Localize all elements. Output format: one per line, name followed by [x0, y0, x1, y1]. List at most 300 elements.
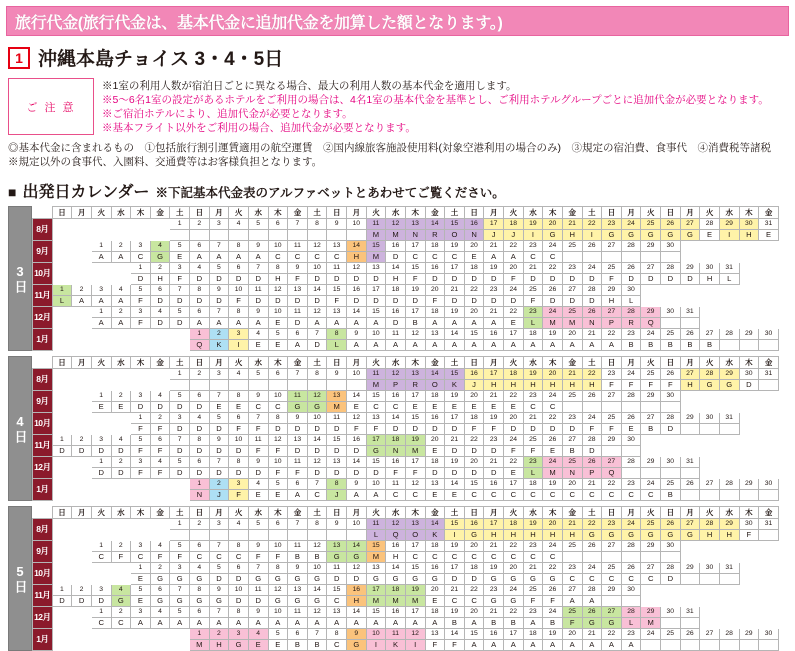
calendar-day-code: L — [52, 296, 72, 307]
calendar-day-number — [739, 607, 759, 618]
calendar-day-number: 25 — [641, 519, 661, 530]
calendar-dow-header: 日 — [190, 207, 210, 219]
calendar-day-number — [52, 629, 72, 640]
calendar-day-number: 1 — [91, 391, 111, 402]
table-row — [33, 318, 779, 329]
calendar-day-number: 23 — [562, 263, 582, 274]
calendar-day-number: 2 — [111, 307, 131, 318]
calendar-day-number: 25 — [661, 479, 681, 490]
calendar-day-number: 23 — [621, 329, 641, 340]
calendar-day-number: 24 — [543, 391, 563, 402]
calendar-day-code — [739, 446, 759, 457]
calendar-day-number: 13 — [288, 585, 308, 596]
calendar-day-code: B — [288, 552, 308, 563]
calendar-day-number: 26 — [621, 563, 641, 574]
calendar-dow-header: 木 — [739, 357, 759, 369]
table-row — [33, 274, 779, 285]
calendar-day-number: 1 — [131, 563, 151, 574]
calendar-day-number: 12 — [307, 457, 327, 468]
calendar-day-number: 25 — [523, 285, 543, 296]
calendar-dow-header: 木 — [543, 357, 563, 369]
calendar-day-number: 29 — [641, 241, 661, 252]
calendar-day-number: 22 — [543, 413, 563, 424]
calendar-day-number: 18 — [464, 263, 484, 274]
calendar-day-number: 3 — [91, 435, 111, 446]
calendar-day-number: 6 — [268, 369, 288, 380]
calendar-day-number: 8 — [327, 479, 347, 490]
calendar-day-number — [759, 541, 779, 552]
calendar-day-number: 13 — [327, 307, 347, 318]
calendar-day-number: 4 — [190, 263, 210, 274]
calendar-day-number: 9 — [248, 541, 268, 552]
calendar-day-code — [131, 230, 151, 241]
calendar-day-number: 15 — [445, 219, 465, 230]
calendar-day-code: E — [347, 402, 367, 413]
calendar-day-number: 26 — [680, 329, 700, 340]
calendar-day-code: F — [170, 552, 190, 563]
calendar-day-number: 21 — [484, 391, 504, 402]
calendar-day-code: D — [111, 446, 131, 457]
calendar-day-number: 12 — [268, 435, 288, 446]
calendar-day-number: 31 — [680, 307, 700, 318]
calendar-day-code — [700, 490, 720, 501]
calendar-day-number: 15 — [366, 457, 386, 468]
calendar-day-code — [111, 424, 131, 435]
calendar-day-number: 20 — [464, 457, 484, 468]
calendar-day-number: 17 — [504, 329, 524, 340]
calendar-dow-header: 水 — [719, 357, 739, 369]
calendar-day-code — [91, 530, 111, 541]
calendar-day-code: G — [504, 574, 524, 585]
calendar-day-number: 12 — [307, 241, 327, 252]
calendar-day-code: F — [602, 274, 622, 285]
calendar-day-code: N — [582, 318, 602, 329]
calendar-day-number — [111, 563, 131, 574]
calendar-day-code — [327, 380, 347, 391]
calendar-day-code: H — [386, 552, 406, 563]
calendar-day-number: 5 — [170, 391, 190, 402]
calendar-day-number: 10 — [229, 585, 249, 596]
calendar-day-code: D — [641, 274, 661, 285]
calendar-day-number: 6 — [190, 607, 210, 618]
calendar-day-code: D — [543, 274, 563, 285]
calendar-day-number: 1 — [91, 607, 111, 618]
calendar-day-number — [111, 263, 131, 274]
calendar-day-code: D — [366, 274, 386, 285]
calendar-day-code: F — [268, 468, 288, 479]
calendar-day-code: O — [425, 380, 445, 391]
calendar-table — [32, 206, 779, 351]
calendar-day-code: A — [582, 640, 602, 651]
calendar-day-code: B — [307, 640, 327, 651]
calendar-day-number: 20 — [464, 307, 484, 318]
calendar-day-code: C — [543, 490, 563, 501]
calendar-day-code: E — [91, 402, 111, 413]
calendar-day-number: 17 — [504, 479, 524, 490]
calendar-dow-header: 日 — [661, 357, 681, 369]
calendar-day-number: 23 — [484, 585, 504, 596]
calendar-day-number: 13 — [425, 479, 445, 490]
calendar-day-number: 1 — [91, 541, 111, 552]
calendar-day-code: D — [347, 446, 367, 457]
calendar-day-code: D — [150, 318, 170, 329]
calendar-day-code — [288, 380, 308, 391]
calendar-month-label: 12月 — [33, 457, 53, 479]
calendar-day-code: A — [425, 618, 445, 629]
calendar-dow-header: 水 — [386, 357, 406, 369]
calendar-day-code — [621, 552, 641, 563]
calendar-day-number: 22 — [464, 585, 484, 596]
calendar-day-number — [700, 241, 720, 252]
calendar-dow-header: 金 — [425, 207, 445, 219]
calendar-day-number: 7 — [288, 219, 308, 230]
calendar-day-number: 14 — [425, 519, 445, 530]
calendar-corner — [33, 207, 53, 219]
calendar-day-number: 16 — [386, 607, 406, 618]
calendar-day-number — [719, 285, 739, 296]
calendar-day-number: 5 — [131, 585, 151, 596]
calendar-day-number: 9 — [327, 519, 347, 530]
calendar-day-code: D — [464, 296, 484, 307]
calendar-day-code: A — [366, 618, 386, 629]
calendar-day-code — [229, 530, 249, 541]
calendar-day-code: D — [661, 274, 681, 285]
calendar-dow-header: 木 — [543, 507, 563, 519]
calendar-day-code — [72, 552, 92, 563]
calendar-day-code: D — [386, 252, 406, 263]
calendar-day-number: 19 — [445, 241, 465, 252]
calendar-day-code — [602, 596, 622, 607]
calendar-day-code: C — [621, 490, 641, 501]
calendar-day-code — [190, 380, 210, 391]
calendar-day-code — [52, 618, 72, 629]
calendar-dow-header: 月 — [621, 357, 641, 369]
calendar-day-code: G — [543, 574, 563, 585]
calendar-day-number — [150, 519, 170, 530]
calendar-day-code: A — [288, 618, 308, 629]
calendar-day-code: N — [405, 230, 425, 241]
calendar-dow-header: 水 — [523, 507, 543, 519]
calendar-day-number — [111, 479, 131, 490]
calendar-day-number: 26 — [661, 519, 681, 530]
calendar-dow-header: 水 — [386, 507, 406, 519]
calendar-day-code — [739, 468, 759, 479]
calendar-day-code — [661, 296, 681, 307]
calendar-day-number: 22 — [504, 541, 524, 552]
calendar-day-number: 17 — [405, 391, 425, 402]
calendar-day-number: 9 — [288, 263, 308, 274]
calendar-day-number: 27 — [602, 457, 622, 468]
calendar-day-number: 8 — [307, 219, 327, 230]
calendar-day-number: 5 — [209, 413, 229, 424]
calendar-day-code: G — [366, 574, 386, 585]
calendar-day-number: 30 — [759, 629, 779, 640]
calendar-day-code: D — [464, 468, 484, 479]
calendar-day-number — [111, 629, 131, 640]
calendar-day-code: C — [523, 252, 543, 263]
calendar-day-number: 7 — [209, 391, 229, 402]
calendar-day-number: 7 — [209, 541, 229, 552]
calendar-day-code: C — [209, 552, 229, 563]
calendar-day-code: D — [307, 274, 327, 285]
calendar-day-number — [72, 413, 92, 424]
calendar-dow-header: 水 — [719, 507, 739, 519]
calendar-day-code: D — [347, 574, 367, 585]
calendar-table — [32, 356, 779, 501]
calendar-day-code: B — [307, 552, 327, 563]
calendar-day-code: D — [386, 318, 406, 329]
calendar-day-number: 1 — [91, 307, 111, 318]
calendar-day-number — [131, 629, 151, 640]
calendar-day-code — [641, 596, 661, 607]
calendar-day-number: 17 — [405, 457, 425, 468]
calendar-day-code: A — [366, 490, 386, 501]
calendar-day-number: 7 — [209, 241, 229, 252]
calendar-day-code: F — [229, 424, 249, 435]
calendar-day-code: C — [248, 402, 268, 413]
calendar-day-number: 25 — [602, 263, 622, 274]
calendar-day-code: F — [543, 596, 563, 607]
calendar-day-code: C — [523, 552, 543, 563]
calendar-day-code — [739, 618, 759, 629]
calendar-month-label: 11月 — [33, 585, 53, 607]
calendar-day-code: F — [523, 296, 543, 307]
calendar-day-code: P — [386, 380, 406, 391]
calendar-day-code: M — [405, 446, 425, 457]
calendar-day-code: H — [209, 640, 229, 651]
calendar-day-number: 21 — [582, 329, 602, 340]
calendar-day-number: 20 — [425, 435, 445, 446]
calendar-day-code: N — [190, 490, 210, 501]
calendar-dow-header: 水 — [386, 207, 406, 219]
calendar-day-number: 29 — [641, 541, 661, 552]
calendar-day-number: 22 — [464, 285, 484, 296]
calendar-day-code — [190, 530, 210, 541]
calendar-day-code — [52, 490, 72, 501]
calendar-day-number: 19 — [484, 413, 504, 424]
calendar-day-code — [131, 530, 151, 541]
table-row — [33, 479, 779, 490]
calendar-day-number: 14 — [445, 479, 465, 490]
caution-lines — [102, 78, 787, 135]
calendar-day-number — [661, 585, 681, 596]
calendar-day-code: K — [445, 380, 465, 391]
calendar-day-number — [739, 285, 759, 296]
calendar-day-code: A — [190, 618, 210, 629]
calendar-day-code: C — [543, 552, 563, 563]
calendar-day-number: 12 — [405, 329, 425, 340]
calendar-day-code — [739, 296, 759, 307]
calendar-day-number: 18 — [523, 329, 543, 340]
calendar-day-code — [170, 380, 190, 391]
table-row — [33, 457, 779, 468]
calendar-day-code: F — [170, 274, 190, 285]
calendar-day-code — [131, 640, 151, 651]
calendar-day-code: E — [543, 446, 563, 457]
calendar-day-number: 12 — [307, 541, 327, 552]
calendar-day-code — [739, 252, 759, 263]
calendar-day-code: D — [562, 296, 582, 307]
calendar-day-number: 14 — [425, 369, 445, 380]
calendar-day-number: 27 — [562, 435, 582, 446]
calendar-day-code: A — [386, 340, 406, 351]
calendar-day-code: D — [543, 424, 563, 435]
calendar-day-number: 16 — [464, 369, 484, 380]
calendar-day-code: F — [268, 446, 288, 457]
calendar-day-code — [739, 274, 759, 285]
calendar-day-number: 16 — [425, 413, 445, 424]
calendar-day-number: 26 — [543, 285, 563, 296]
calendar-dow-header: 月 — [680, 357, 700, 369]
calendar-day-number: 2 — [111, 607, 131, 618]
calendar-dow-header: 金 — [150, 207, 170, 219]
calendar-day-number: 3 — [91, 585, 111, 596]
calendar-day-number — [91, 263, 111, 274]
calendar-day-code: C — [445, 596, 465, 607]
calendar-day-number: 21 — [523, 263, 543, 274]
calendar-day-number: 13 — [366, 413, 386, 424]
calendar-day-number: 21 — [582, 479, 602, 490]
calendar-day-number — [72, 479, 92, 490]
calendar-day-number: 22 — [504, 391, 524, 402]
calendar-day-code: D — [190, 468, 210, 479]
calendar-day-number: 31 — [680, 457, 700, 468]
calendar-day-number: 22 — [602, 329, 622, 340]
calendar-day-number — [72, 563, 92, 574]
calendar-day-number: 18 — [464, 563, 484, 574]
calendar-day-code: C — [307, 252, 327, 263]
calendar-day-number: 3 — [170, 563, 190, 574]
calendar-day-number: 17 — [405, 241, 425, 252]
calendar-day-number: 10 — [268, 307, 288, 318]
calendar-day-code: D — [504, 296, 524, 307]
calendar-day-code — [661, 252, 681, 263]
calendar-dow-header: 木 — [131, 507, 151, 519]
calendar-day-code: M — [366, 596, 386, 607]
calendar-day-number: 28 — [621, 541, 641, 552]
calendar-day-code: A — [229, 618, 249, 629]
calendar-day-number — [91, 563, 111, 574]
calendar-day-number: 28 — [621, 607, 641, 618]
calendar-day-number: 7 — [209, 607, 229, 618]
calendar-day-number: 9 — [209, 285, 229, 296]
table-row — [33, 618, 779, 629]
calendar-day-number — [72, 541, 92, 552]
calendar-day-code: P — [582, 468, 602, 479]
calendar-day-code — [52, 574, 72, 585]
calendar-day-number: 18 — [464, 413, 484, 424]
calendar-day-code — [190, 230, 210, 241]
calendar-day-code: G — [543, 230, 563, 241]
calendar-day-code: E — [209, 402, 229, 413]
calendar-day-code: D — [209, 468, 229, 479]
calendar-day-number: 17 — [484, 519, 504, 530]
calendar-day-code: E — [131, 596, 151, 607]
calendar-day-number: 29 — [602, 585, 622, 596]
calendar-dow-header: 木 — [405, 357, 425, 369]
calendar-day-number: 22 — [504, 457, 524, 468]
calendar-dow-header: 木 — [131, 357, 151, 369]
calendar-day-code: H — [484, 380, 504, 391]
calendar-day-code — [582, 252, 602, 263]
calendar-day-number — [739, 435, 759, 446]
calendar-day-number: 6 — [268, 219, 288, 230]
calendar-day-code — [170, 340, 190, 351]
calendar-day-number: 3 — [131, 457, 151, 468]
calendar-day-code: F — [562, 618, 582, 629]
calendar-corner — [33, 507, 53, 519]
calendar-day-code — [700, 552, 720, 563]
calendar-dow-header: 金 — [288, 207, 308, 219]
calendar-day-number: 18 — [425, 541, 445, 552]
calendar-day-code: E — [464, 402, 484, 413]
calendar-day-code — [170, 490, 190, 501]
calendar-day-number: 7 — [248, 563, 268, 574]
calendar-day-code: A — [111, 318, 131, 329]
calendar-day-code — [602, 446, 622, 457]
calendar-day-number: 28 — [621, 391, 641, 402]
calendar-day-code — [661, 640, 681, 651]
calendar-day-number: 29 — [680, 413, 700, 424]
calendar-day-number: 7 — [288, 519, 308, 530]
calendar-day-code — [72, 640, 92, 651]
calendar-day-code — [739, 574, 759, 585]
calendar-day-number — [52, 241, 72, 252]
calendar-day-number: 26 — [621, 263, 641, 274]
calendar-dow-header: 金 — [425, 507, 445, 519]
calendar-day-code: D — [504, 424, 524, 435]
calendar-day-code — [52, 380, 72, 391]
calendar-day-code — [759, 552, 779, 563]
calendar-dow-header: 日 — [661, 207, 681, 219]
calendar-day-code: G — [504, 596, 524, 607]
calendar-day-number — [719, 585, 739, 596]
calendar-day-code: C — [562, 490, 582, 501]
calendar-day-number: 26 — [621, 413, 641, 424]
calendar-day-number: 20 — [504, 263, 524, 274]
calendar-day-code — [582, 552, 602, 563]
calendar-day-number: 20 — [504, 413, 524, 424]
calendar-day-number: 5 — [131, 285, 151, 296]
calendar-day-number: 7 — [209, 457, 229, 468]
table-row — [33, 241, 779, 252]
calendar-day-number: 18 — [425, 391, 445, 402]
calendar-day-number — [700, 391, 720, 402]
calendar-day-number — [719, 457, 739, 468]
calendar-day-number: 5 — [268, 329, 288, 340]
calendar-day-code: F — [327, 296, 347, 307]
calendar-dow-header: 木 — [131, 207, 151, 219]
calendar-day-number — [680, 541, 700, 552]
calendar-day-code: C — [543, 402, 563, 413]
calendar-day-number: 12 — [347, 563, 367, 574]
calendar-dow-header: 火 — [91, 507, 111, 519]
calendar-day-code — [131, 340, 151, 351]
calendar-month-label: 8月 — [33, 369, 53, 391]
calendar-day-number: 8 — [307, 519, 327, 530]
calendar-day-number: 11 — [288, 541, 308, 552]
calendar-dow-header: 月 — [347, 507, 367, 519]
calendar-day-code: K — [209, 340, 229, 351]
calendar-day-number — [719, 541, 739, 552]
calendar-day-code — [209, 230, 229, 241]
calendar-day-number: 4 — [150, 391, 170, 402]
calendar-day-code: G — [307, 574, 327, 585]
calendar-day-code — [759, 530, 779, 541]
calendar-day-number — [52, 519, 72, 530]
calendar-dow-header: 火 — [229, 357, 249, 369]
calendar-day-code: G — [347, 640, 367, 651]
